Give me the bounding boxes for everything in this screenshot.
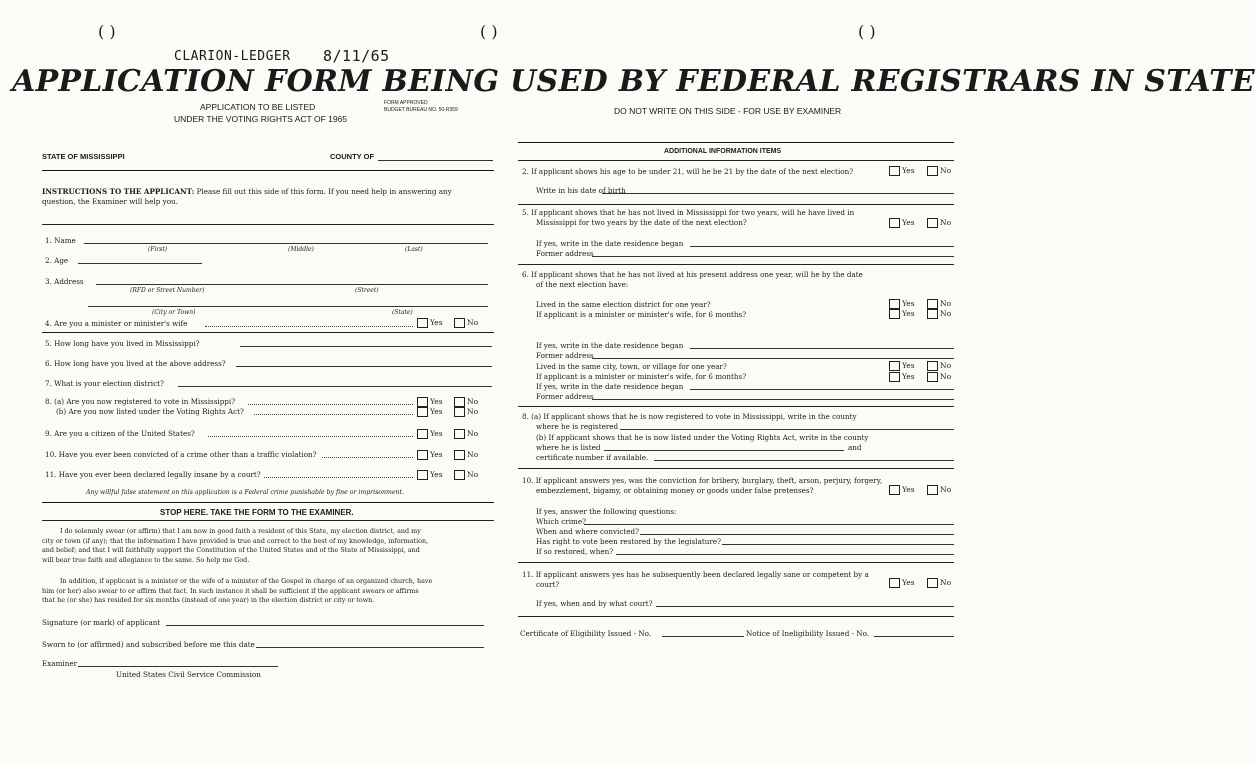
question-name: 1. Name	[45, 236, 76, 245]
r10-followup-label: If yes, answer the following questions:	[536, 507, 677, 516]
r8a-county-field[interactable]	[620, 429, 954, 430]
r6-district-yes[interactable]: Yes	[889, 299, 915, 309]
r10-crime-label: Which crime?	[536, 517, 586, 526]
r-question-sane: 11. If applicant answers yes has he subsequently been declared legally sane or competent by a	[522, 570, 869, 579]
r6-minister-city-label: If applicant is a minister or minister's wife, for 6 months?	[536, 372, 747, 381]
r6-former-field[interactable]	[592, 358, 954, 359]
name-middle-hint: (Middle)	[288, 246, 314, 253]
r6-minister-yes[interactable]: Yes	[889, 309, 915, 319]
r6-date-field[interactable]	[690, 348, 954, 349]
form-approved: FORM APPROVED	[384, 100, 428, 106]
address-state-hint: (State)	[392, 309, 413, 316]
r10-when-field[interactable]	[616, 554, 954, 555]
question-listed: (b) Are you now listed under the Voting Rights Act?	[56, 407, 244, 416]
divider	[42, 502, 494, 503]
divider	[518, 264, 954, 265]
city-field[interactable]	[88, 306, 488, 307]
r6-minister-city-no[interactable]: No	[927, 372, 951, 382]
divider	[42, 332, 494, 333]
r11-court-label: If yes, when and by what court?	[536, 599, 653, 608]
r-birthdate-label: Write in his date of birth	[536, 186, 626, 195]
r6-minister-city-yes[interactable]: Yes	[889, 372, 915, 382]
question-minister: 4. Are you a minister or minister's wife	[45, 319, 188, 328]
budget-bureau: BUDGET BUREAU NO. 50-R359	[384, 107, 458, 113]
signature-label: Signature (or mark) of applicant	[42, 618, 161, 627]
r6-former2-field[interactable]	[592, 399, 954, 400]
citizen-no[interactable]: No	[454, 429, 478, 439]
registered-yes[interactable]: Yes	[417, 397, 443, 407]
r-question-listed: (b) If applicant shows that he is now listed under the Voting Rights Act, write in the county	[536, 433, 869, 442]
county-label: COUNTY OF	[330, 152, 375, 161]
r10-crime-field[interactable]	[584, 524, 954, 525]
address-field[interactable]	[96, 284, 488, 285]
address-city-hint: (City or Town)	[152, 309, 196, 316]
insane-no[interactable]: No	[454, 470, 478, 480]
question-mississippi: 5. How long have you lived in Mississippi?	[45, 339, 200, 348]
false-statement-warning: Any willful false statement on this application is a Federal crime punishable by fine or imprisonment.	[86, 489, 404, 496]
divider	[518, 142, 954, 143]
r8b-where-label: where he is listed	[536, 443, 601, 452]
r-question-one-year-2: of the next election have:	[536, 280, 629, 289]
r6-minister-no[interactable]: No	[927, 309, 951, 319]
r8b-and: and	[848, 443, 862, 452]
r5-no[interactable]: No	[927, 218, 951, 228]
question-age: 2. Age	[45, 256, 69, 265]
convicted-no[interactable]: No	[454, 450, 478, 460]
name-last-hint: (Last)	[405, 246, 423, 253]
certificate-field[interactable]	[662, 636, 744, 637]
address-duration-field[interactable]	[236, 366, 492, 367]
divider	[42, 224, 494, 225]
r5-date-label: If yes, write in the date residence began	[536, 239, 684, 248]
birthdate-field[interactable]	[602, 193, 954, 194]
listed-no[interactable]: No	[454, 407, 478, 417]
stop-notice: STOP HERE. TAKE THE FORM TO THE EXAMINER.	[160, 508, 354, 517]
headline: APPLICATION FORM BEING USED BY FEDERAL REGISTRARS IN STATE	[12, 64, 1255, 99]
r2-yes[interactable]: Yes	[889, 166, 915, 176]
r5-former-label: Former address	[536, 249, 594, 258]
r11-yes[interactable]: Yes	[889, 578, 915, 588]
r10-convicted-label: When and where convicted?	[536, 527, 639, 536]
r5-date-field[interactable]	[690, 246, 954, 247]
address-street-hint: (Street)	[355, 287, 379, 294]
instructions-label: INSTRUCTIONS TO THE APPLICANT:	[42, 187, 195, 196]
registered-no[interactable]: No	[454, 397, 478, 407]
age-field[interactable]	[78, 263, 202, 264]
r6-former2-label: Former address	[536, 392, 594, 401]
r10-restored-label: Has right to vote been restored by the legislature?	[536, 537, 721, 546]
r6-date-label: If yes, write in the date residence began	[536, 341, 684, 350]
sworn-date-field[interactable]	[256, 647, 484, 648]
divider	[518, 468, 954, 469]
divider	[518, 160, 954, 161]
form-subtitle: UNDER THE VOTING RIGHTS ACT OF 1965	[174, 114, 348, 124]
r6-district-label: Lived in the same election district for one year?	[536, 300, 711, 309]
ineligibility-label: Notice of Ineligibility Issued - No.	[746, 629, 870, 638]
sworn-label: Sworn to (or affirmed) and subscribed before me this date	[42, 640, 255, 649]
r6-minister-label: If applicant is a minister or minister's wife, for 6 months?	[536, 310, 747, 319]
r8b-certificate-field[interactable]	[654, 460, 954, 461]
election-district-field[interactable]	[178, 386, 492, 387]
commission-label: United States Civil Service Commission	[116, 670, 261, 679]
r-question-sane-2: court?	[536, 580, 560, 589]
r-question-two-years-2: Mississippi for two years by the date of the next election?	[536, 218, 747, 227]
minister-clause: In addition, if applicant is a minister or the wife of a minister of the Gospel in charge of an organized church, have him (or her) also swear to or affirm that fact. In such instance it shall be sufficient if the applicant swears or affirms that he (or she) has resided for six months (instead of one year) in the election district or city or town.	[42, 577, 433, 604]
r10-no[interactable]: No	[927, 485, 951, 495]
divider	[518, 406, 954, 407]
name-first-hint: (First)	[148, 246, 168, 253]
examiner-field[interactable]	[78, 666, 278, 667]
r6-city-yes[interactable]: Yes	[889, 361, 915, 371]
r-question-age: 2. If applicant shows his age to be under 21, will he be 21 by the date of the next election?	[522, 167, 854, 176]
convicted-yes[interactable]: Yes	[417, 450, 443, 460]
question-citizen: 9. Are you a citizen of the United States?	[45, 429, 195, 438]
address-rfd-hint: (RFD or Street Number)	[130, 287, 205, 294]
r5-yes[interactable]: Yes	[889, 218, 915, 228]
r6-former-label: Former address	[536, 351, 594, 360]
minister-no[interactable]: No	[454, 318, 478, 328]
r-question-registered: 8. (a) If applicant shows that he is now registered to vote in Mississippi, write in the county	[522, 412, 857, 421]
r6-district-no[interactable]: No	[927, 299, 951, 309]
instructions-text-2: question, the Examiner will help you.	[42, 197, 178, 206]
question-address-duration: 6. How long have you lived at the above address?	[45, 359, 226, 368]
listed-yes[interactable]: Yes	[417, 407, 443, 417]
certificate-label: Certificate of Eligibility Issued - No.	[520, 629, 652, 638]
r6-city-label: Lived in the same city, town, or village for one year?	[536, 362, 727, 371]
minister-yes[interactable]: Yes	[417, 318, 443, 328]
r5-former-field[interactable]	[592, 256, 954, 257]
divider	[42, 520, 494, 521]
r6-date2-field[interactable]	[690, 389, 954, 390]
examiner-label: Examiner	[42, 659, 78, 668]
page-mark: ( )	[858, 22, 876, 41]
state-label: STATE OF MISSISSIPPI	[42, 152, 125, 161]
r6-date2-label: If yes, write in the date residence began	[536, 382, 684, 391]
examiner-note: DO NOT WRITE ON THIS SIDE - FOR USE BY EXAMINER	[614, 106, 842, 116]
divider	[518, 204, 954, 205]
r8b-county-field[interactable]	[604, 450, 844, 451]
r10-restored-field[interactable]	[722, 544, 954, 545]
ineligibility-field[interactable]	[874, 636, 954, 637]
divider	[42, 170, 494, 171]
question-address: 3. Address	[45, 277, 84, 286]
additional-info-title: ADDITIONAL INFORMATION ITEMS	[664, 148, 782, 155]
newspaper-name: CLARION-LEDGER	[174, 49, 291, 64]
name-field[interactable]	[84, 243, 488, 244]
insane-yes[interactable]: Yes	[417, 470, 443, 480]
question-convicted: 10. Have you ever been convicted of a crime other than a traffic violation?	[45, 450, 317, 459]
r11-no[interactable]: No	[927, 578, 951, 588]
r2-no[interactable]: No	[927, 166, 951, 176]
r-question-two-years: 5. If applicant shows that he has not lived in Mississippi for two years, will he have lived in	[522, 208, 855, 217]
page-mark: ( )	[98, 22, 116, 41]
r-question-one-year: 6. If applicant shows that he has not lived at his present address one year, will he by the date	[522, 270, 863, 279]
divider	[518, 616, 954, 617]
r8a-where-label: where he is registered	[536, 422, 619, 431]
signature-field[interactable]	[166, 625, 484, 626]
citizen-yes[interactable]: Yes	[417, 429, 443, 439]
page-mark: ( )	[480, 22, 498, 41]
form-title: APPLICATION TO BE LISTED	[200, 102, 316, 112]
r10-when-label: If so restored, when?	[536, 547, 614, 556]
r10-yes[interactable]: Yes	[889, 485, 915, 495]
question-insane: 11. Have you ever been declared legally insane by a court?	[45, 470, 261, 479]
r-question-conviction-2: embezzlement, bigamy, or obtaining money or goods under false pretenses?	[536, 486, 814, 495]
oath-text: I do solemnly swear (or affirm) that I am now in good faith a resident of this State, my election district, and my city or town (if any); that the information I have provided is true and correct to the best of my knowledge, information, and belief; and that I will faithfully support the Constitution of the United States and of the State of Mississippi, and will bear true faith and allegiance to the same. So help me God.	[42, 527, 429, 564]
instructions-text: Please fill out this side of this form. If you need help in answering any	[196, 187, 452, 196]
mississippi-field[interactable]	[240, 346, 492, 347]
question-election-district: 7. What is your election district?	[45, 379, 164, 388]
r-question-conviction: 10. If applicant answers yes, was the conviction for bribery, burglary, theft, arson, perjury, forgery,	[522, 476, 883, 485]
clipping-date: 8/11/65	[323, 47, 390, 65]
county-field[interactable]	[378, 160, 493, 161]
r6-city-no[interactable]: No	[927, 361, 951, 371]
r8b-certificate-label: certificate number if available.	[536, 453, 649, 462]
r10-convicted-field[interactable]	[640, 534, 954, 535]
divider	[518, 562, 954, 563]
r11-court-field[interactable]	[656, 606, 954, 607]
question-registered: 8. (a) Are you now registered to vote in Mississippi?	[45, 397, 236, 406]
